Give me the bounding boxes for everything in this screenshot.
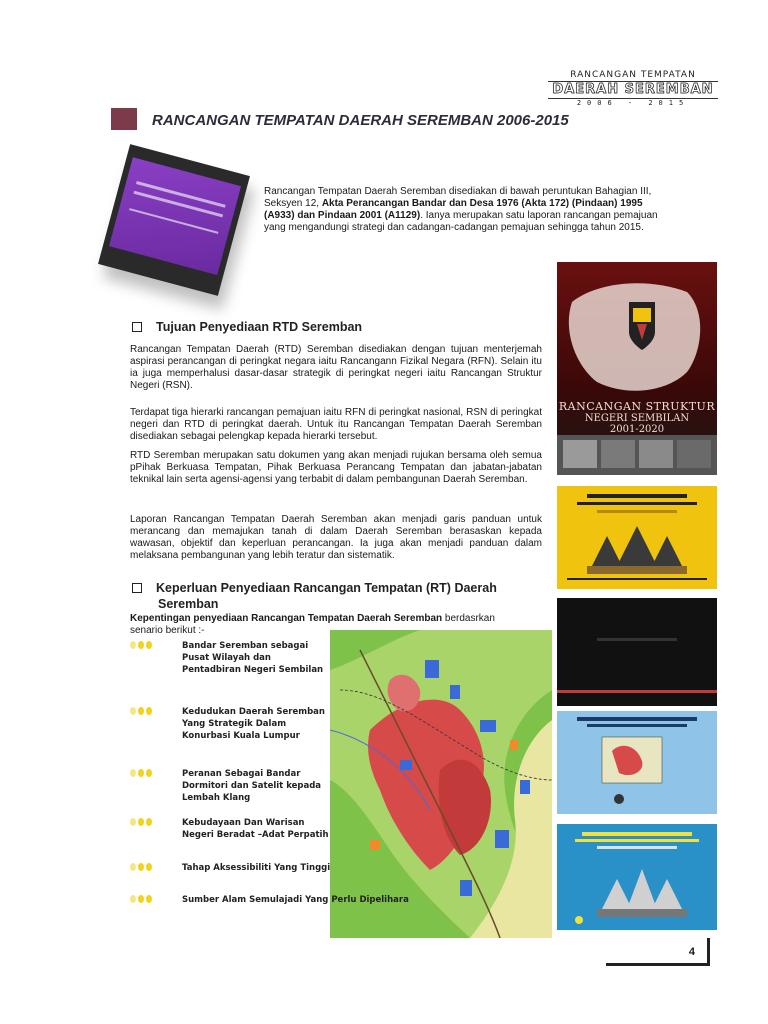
section-heading-tujuan: Tujuan Penyediaan RTD Seremban bbox=[132, 320, 362, 334]
title-square-icon bbox=[111, 108, 137, 130]
report-book-image bbox=[98, 144, 250, 296]
rsn-title-1: RANCANGAN STRUKTUR bbox=[558, 400, 716, 413]
bullet-dots-icon bbox=[130, 818, 154, 826]
section1-paragraph-3: RTD Seremban merupakan satu dokumen yang akan menjadi rujukan bersama oleh semua pPihak Berkuasa Tempatan, Pihak Berkuasa Perancang Tempatan dan jabatan-jabatan teknikal lain serta agensi-agensi yang terbabit di dalam pembangunan Daerah Seremban. bbox=[130, 450, 542, 485]
page-number-box bbox=[606, 938, 710, 966]
logo-line-2: DAERAH SEREMBAN bbox=[552, 82, 714, 97]
logo-line-3: 2006 - 2015 bbox=[548, 98, 718, 107]
book-cover bbox=[109, 157, 241, 275]
rsn-title-2: NEGERI SEMBILAN bbox=[584, 413, 690, 424]
bullet-dots-icon bbox=[130, 863, 154, 871]
header-logo bbox=[548, 70, 718, 107]
thumbnail-rt-majlis-yellow bbox=[557, 486, 717, 589]
rsn-years: 2001-2020 bbox=[609, 424, 665, 435]
intro-paragraph: Rancangan Tempatan Daerah Seremban disediakan di bawah peruntukan Bahagian III, Seksyen 12, Akta Perancangan Bandar dan Desa 1976 (Akta 172) (Pindaan) 1995 (A933) dan Pindaan 2001 (A1129). Ianya merupakan satu laporan rancangan pemajuan yang mengandungi strategi dan cadangan-cadangan pemajuan sehingga tahun 2015. bbox=[264, 186, 658, 233]
bullet-dots-icon bbox=[130, 641, 154, 649]
section1-paragraph-1: Rancangan Tempatan Daerah (RTD) Seremban disediakan dengan tujuan menterjemah aspirasi perancangan di peringkat negara iaitu Rancangann Fizikal Negara (RFN). Selain itu ia juga memperhalusi dasar-dasar strategik di peringkat negeri iaitu Rancangan Struktur Negeri (RSN). bbox=[130, 344, 542, 391]
checkbox-icon bbox=[132, 583, 142, 593]
bullet-dots-icon bbox=[130, 707, 154, 715]
thumbnail-rt-majlis-blue bbox=[557, 824, 717, 930]
section1-paragraph-2: Terdapat tiga hierarki rancangan pemajuan iaitu RFN di peringkat nasional, RSN di peringkat negeri dan RTD di peringkat daerah. Untuk itu Rancangan Tempatan Daerah Seremban disediakan sebagai pelengkap kepada hierarki tersebut. bbox=[130, 407, 542, 442]
land-use-map bbox=[330, 630, 552, 938]
section2-intro: Kepentingan penyediaan Rancangan Tempatan Daerah Seremban berdasrkan senario berikut :- bbox=[130, 613, 495, 636]
logo-line-1: RANCANGAN TEMPATAN bbox=[548, 70, 718, 82]
section1-paragraph-4: Laporan Rancangan Tempatan Daerah Seremban akan menjadi garis panduan untuk merancang dan memajukan tanah di dalam Daerah Seremban berasaskan kepada wawasan, objektif dan keperluan perancangan. Ia juga akan menjadi panduan dalam melaksana pembangunan yang lebih teratur dan sistematik. bbox=[130, 514, 542, 561]
section-heading-keperluan: Keperluan Penyediaan Rancangan Tempatan (RT) Daerah Seremban bbox=[132, 580, 532, 612]
thumbnail-dark-cover bbox=[557, 598, 717, 706]
page-number: 4 bbox=[688, 946, 695, 958]
thumbnail-rsn-cover bbox=[557, 262, 717, 475]
page-title: RANCANGAN TEMPATAN DAERAH SEREMBAN 2006-2015 bbox=[152, 112, 569, 129]
bullet-dots-icon bbox=[130, 895, 154, 903]
thumbnail-rt-blue-map bbox=[557, 711, 717, 814]
checkbox-icon bbox=[132, 322, 142, 332]
bullet-dots-icon bbox=[130, 769, 154, 777]
